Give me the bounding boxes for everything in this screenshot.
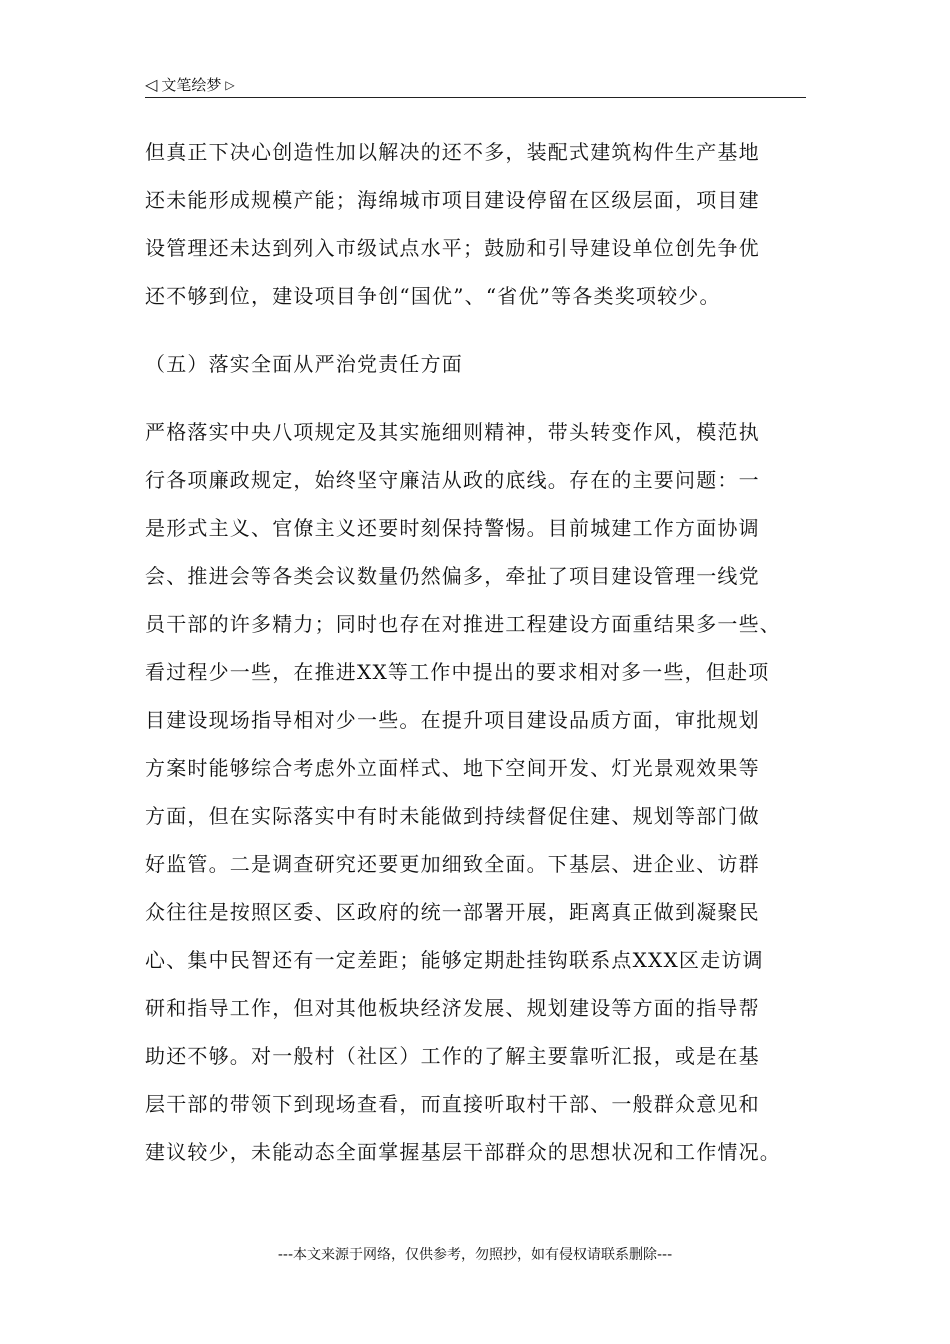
text-line: 员干部的许多精力；同时也存在对推进工程建设方面重结果多一些、 bbox=[145, 612, 781, 636]
text-line: 研和指导工作，但对其他板块经济发展、规划建设等方面的指导帮 bbox=[145, 996, 760, 1020]
page-header bbox=[145, 74, 235, 95]
text-line: 层干部的带领下到现场查看，而直接听取村干部、一般群众意见和 bbox=[145, 1092, 760, 1116]
text-line: 严格落实中央八项规定及其实施细则精神，带头转变作风，模范执 bbox=[145, 420, 760, 444]
header-divider bbox=[145, 97, 806, 98]
document-body bbox=[145, 128, 805, 1176]
text-line: 方案时能够综合考虑外立面样式、地下空间开发、灯光景观效果等 bbox=[145, 756, 760, 780]
text-line: 还未能形成规模产能；海绵城市项目建设停留在区级层面，项目建 bbox=[145, 188, 760, 212]
text-line: 看过程少一些，在推进XX等工作中提出的要求相对多一些，但赴项 bbox=[145, 660, 770, 684]
text-line: （五）落实全面从严治党责任方面 bbox=[145, 352, 463, 376]
paragraph bbox=[145, 408, 805, 1176]
text-line: 心、集中民智还有一定差距；能够定期赴挂钩联系点XXX区走访调 bbox=[145, 948, 764, 972]
text-line: 建议较少，未能动态全面掌握基层干部群众的思想状况和工作情况。 bbox=[145, 1140, 781, 1164]
text-line: 好监管。二是调查研究还要更加细致全面。下基层、进企业、访群 bbox=[145, 852, 760, 876]
section-heading bbox=[145, 340, 805, 388]
text-line: 方面，但在实际落实中有时未能做到持续督促住建、规划等部门做 bbox=[145, 804, 760, 828]
text-line: 目建设现场指导相对少一些。在提升项目建设品质方面，审批规划 bbox=[145, 708, 760, 732]
text-line: 众往往是按照区委、区政府的统一部署开展，距离真正做到凝聚民 bbox=[145, 900, 760, 924]
paragraph-gap bbox=[145, 388, 805, 408]
paragraph-gap bbox=[145, 320, 805, 340]
text-line: 助还不够。对一般村（社区）工作的了解主要靠听汇报，或是在基 bbox=[145, 1044, 760, 1068]
page-footer: ---本文来源于网络，仅供参考，勿照抄，如有侵权请联系删除--- bbox=[277, 1247, 673, 1263]
text-line: 但真正下决心创造性加以解决的还不多，装配式建筑构件生产基地 bbox=[145, 140, 760, 164]
right-triangle-icon: ▷ bbox=[225, 77, 235, 92]
text-line: 设管理还未达到列入市级试点水平；鼓励和引导建设单位创先争优 bbox=[145, 236, 760, 260]
text-line: 还不够到位，建设项目争创“国优”、“省优”等各类奖项较少。 bbox=[145, 284, 721, 308]
paragraph bbox=[145, 128, 805, 320]
text-line: 是形式主义、官僚主义还要时刻保持警惕。目前城建工作方面协调 bbox=[145, 516, 760, 540]
header-title: 文笔绘梦 bbox=[161, 76, 222, 94]
left-triangle-icon: ◁ bbox=[145, 74, 158, 94]
text-line: 会、推进会等各类会议数量仍然偏多，牵扯了项目建设管理一线党 bbox=[145, 564, 760, 588]
text-line: 行各项廉政规定，始终坚守廉洁从政的底线。存在的主要问题：一 bbox=[145, 468, 760, 492]
